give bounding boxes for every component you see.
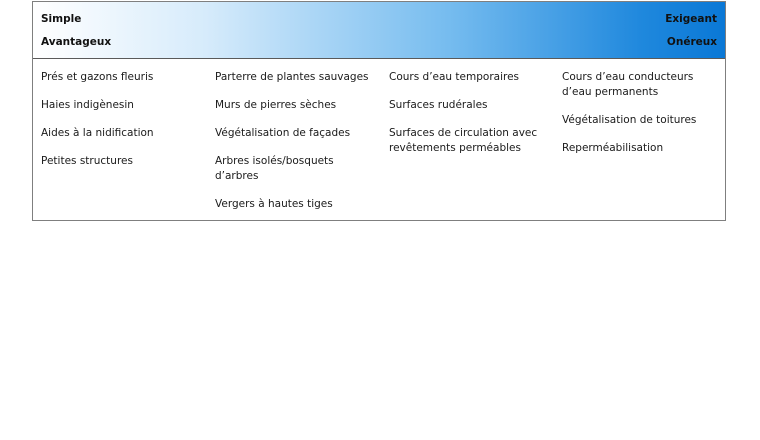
list-item: Cours d’eau conducteurs d’eau permanents [562, 71, 694, 98]
list-item: Parterre de plantes sauvages [215, 71, 369, 83]
list-item: Haies indigènesin [41, 99, 134, 111]
list-item: Vergers à hautes tiges [215, 198, 333, 210]
measures-columns [33, 59, 725, 220]
list-item: Végétalisation de toitures [562, 114, 697, 126]
header-simple-label: Simple [41, 13, 82, 25]
measures-panel [32, 1, 726, 221]
column-3 [389, 70, 557, 169]
header-advantageous-label: Avantageux [41, 36, 112, 48]
list-item: Surfaces de circulation avec revêtements perméables [389, 127, 538, 154]
list-item: Prés et gazons fleuris [41, 71, 154, 83]
column-2 [215, 70, 383, 225]
list-item: Arbres isolés/bosquets d’arbres [215, 155, 334, 182]
effort-cost-gradient-header [33, 2, 725, 59]
column-4 [562, 70, 730, 169]
list-item: Petites structures [41, 155, 133, 167]
header-demanding-label: Exigeant [665, 13, 717, 25]
list-item: Surfaces rudérales [389, 99, 488, 111]
list-item: Reperméabilisation [562, 142, 664, 154]
list-item: Murs de pierres sèches [215, 99, 337, 111]
header-expensive-label: Onéreux [666, 36, 717, 48]
list-item: Aides à la nidification [41, 127, 154, 139]
list-item: Végétalisation de façades [215, 127, 351, 139]
list-item: Cours d’eau temporaires [389, 71, 520, 83]
column-1 [41, 70, 209, 182]
